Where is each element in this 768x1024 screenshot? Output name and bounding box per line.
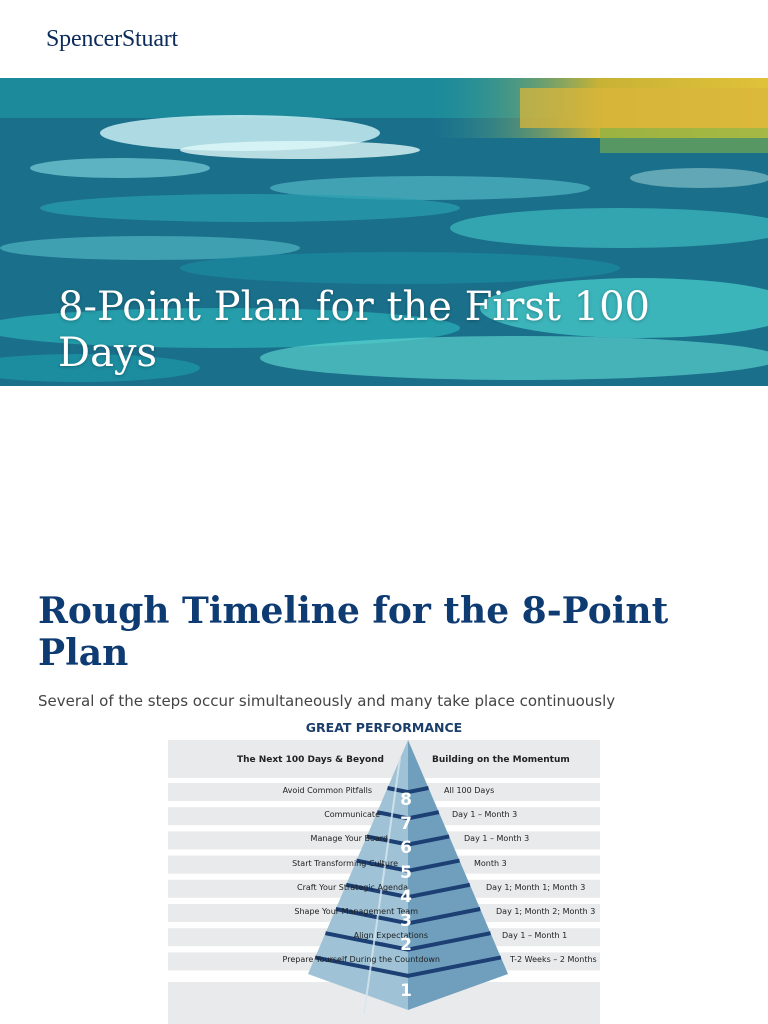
step-5-number: 5 bbox=[400, 862, 412, 883]
section-title: Rough Timeline for the 8-Point Plan bbox=[38, 590, 669, 674]
step-1-number: 1 bbox=[400, 981, 412, 1002]
step-7-label: Communicate bbox=[324, 810, 380, 820]
step-7-timing: Day 1 – Month 3 bbox=[452, 810, 518, 820]
step-1-timing: T-2 Weeks – 2 Months bbox=[510, 955, 597, 965]
left-column-header: The Next 100 Days & Beyond bbox=[236, 755, 384, 765]
figure-heading: GREAT PERFORMANCE bbox=[305, 720, 463, 735]
hero-title: 8-Point Plan for the First 100 Days bbox=[58, 284, 650, 376]
step-6-label: Manage Your Board bbox=[310, 834, 388, 844]
step-8-number: 8 bbox=[400, 790, 412, 810]
hero-banner bbox=[0, 78, 768, 386]
pyramid-figure bbox=[168, 718, 600, 1024]
step-4-timing: Day 1; Month 1; Month 3 bbox=[486, 882, 586, 892]
step-7-number: 7 bbox=[400, 814, 412, 835]
step-5-label: Start Transforming Culture bbox=[292, 858, 398, 868]
step-2-timing: Day 1 – Month 1 bbox=[502, 931, 568, 941]
pyramid-right-face bbox=[408, 740, 508, 1010]
step-1-label: Prepare Yourself During the Countdown bbox=[282, 955, 440, 965]
step-4-number: 4 bbox=[400, 886, 412, 907]
step-6-number: 6 bbox=[400, 838, 412, 859]
step-2-number: 2 bbox=[400, 935, 412, 956]
step-4-label: Craft Your Strategic Agenda bbox=[297, 882, 408, 892]
step-3-timing: Day 1; Month 2; Month 3 bbox=[496, 907, 596, 916]
section-subtitle: Several of the steps occur simultaneously and many take place continuously bbox=[38, 692, 616, 710]
site-header bbox=[0, 0, 768, 78]
step-5-timing: Month 3 bbox=[474, 858, 507, 868]
step-8-timing: All 100 Days bbox=[444, 786, 495, 795]
right-column-header: Building on the Momentum bbox=[432, 755, 570, 765]
pyramid-left-face bbox=[308, 740, 408, 1010]
step-3-label: Shape Your Management Team bbox=[294, 907, 418, 916]
step-3-number: 3 bbox=[400, 911, 412, 931]
spencerstuart-logo[interactable]: SpencerStuart bbox=[46, 26, 179, 52]
step-8-label: Avoid Common Pitfalls bbox=[282, 786, 372, 795]
step-6-timing: Day 1 – Month 3 bbox=[464, 834, 530, 844]
step-2-label: Align Expectations bbox=[353, 931, 428, 941]
